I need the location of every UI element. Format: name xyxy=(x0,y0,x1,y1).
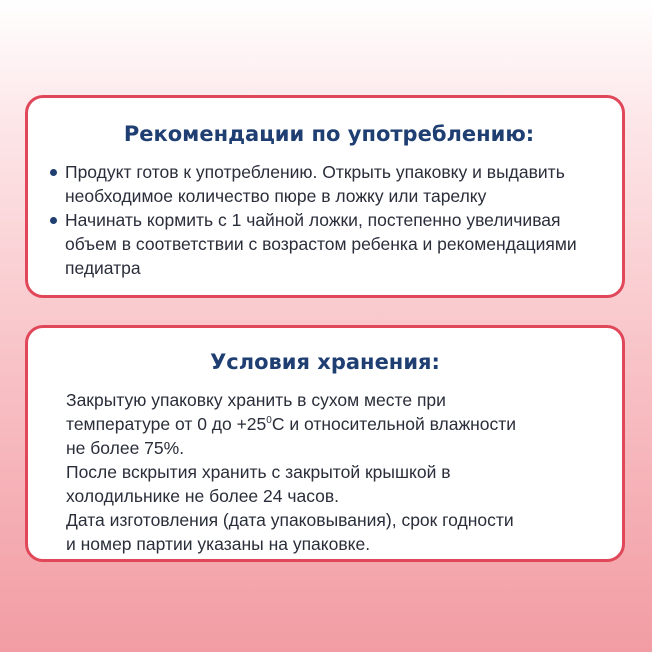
usage-bullet-text: Начинать кормить с 1 чайной ложки, постепенно увеличивая объем в соответствии с возрастом ребенка и рекомендациями педиатра xyxy=(65,210,577,278)
storage-line-temperature xyxy=(66,412,608,436)
storage-line: Закрытую упаковку хранить в сухом месте при xyxy=(66,390,446,410)
storage-text xyxy=(66,388,608,556)
humidity-text: С и относительной влажности xyxy=(271,414,517,434)
usage-recommendations-card xyxy=(25,95,625,298)
usage-title: Рекомендации по употреблению: xyxy=(123,122,535,146)
storage-line: холодильнике не более 24 часов. xyxy=(66,486,340,506)
storage-conditions-card xyxy=(25,325,625,562)
temperature-text: температуре от 0 до +25 xyxy=(66,414,267,434)
bullet-dot-icon xyxy=(50,217,57,224)
usage-bullet-item xyxy=(50,208,608,280)
degree-superscript: 0 xyxy=(266,415,272,426)
storage-line: После вскрытия хранить с закрытой крышкой в xyxy=(66,462,451,482)
usage-bullet-text: Продукт готов к употреблению. Открыть упаковку и выдавить необходимое количество пюре в ложку или тарелку xyxy=(65,162,565,206)
bullet-dot-icon xyxy=(50,169,57,176)
usage-bullet-list xyxy=(50,160,608,280)
storage-line: и номер партии указаны на упаковке. xyxy=(66,534,371,554)
usage-bullet-item xyxy=(50,160,608,208)
storage-line: не более 75%. xyxy=(66,438,185,458)
storage-title: Условия хранения: xyxy=(210,350,440,374)
storage-line: Дата изготовления (дата упаковывания), срок годности xyxy=(66,510,514,530)
